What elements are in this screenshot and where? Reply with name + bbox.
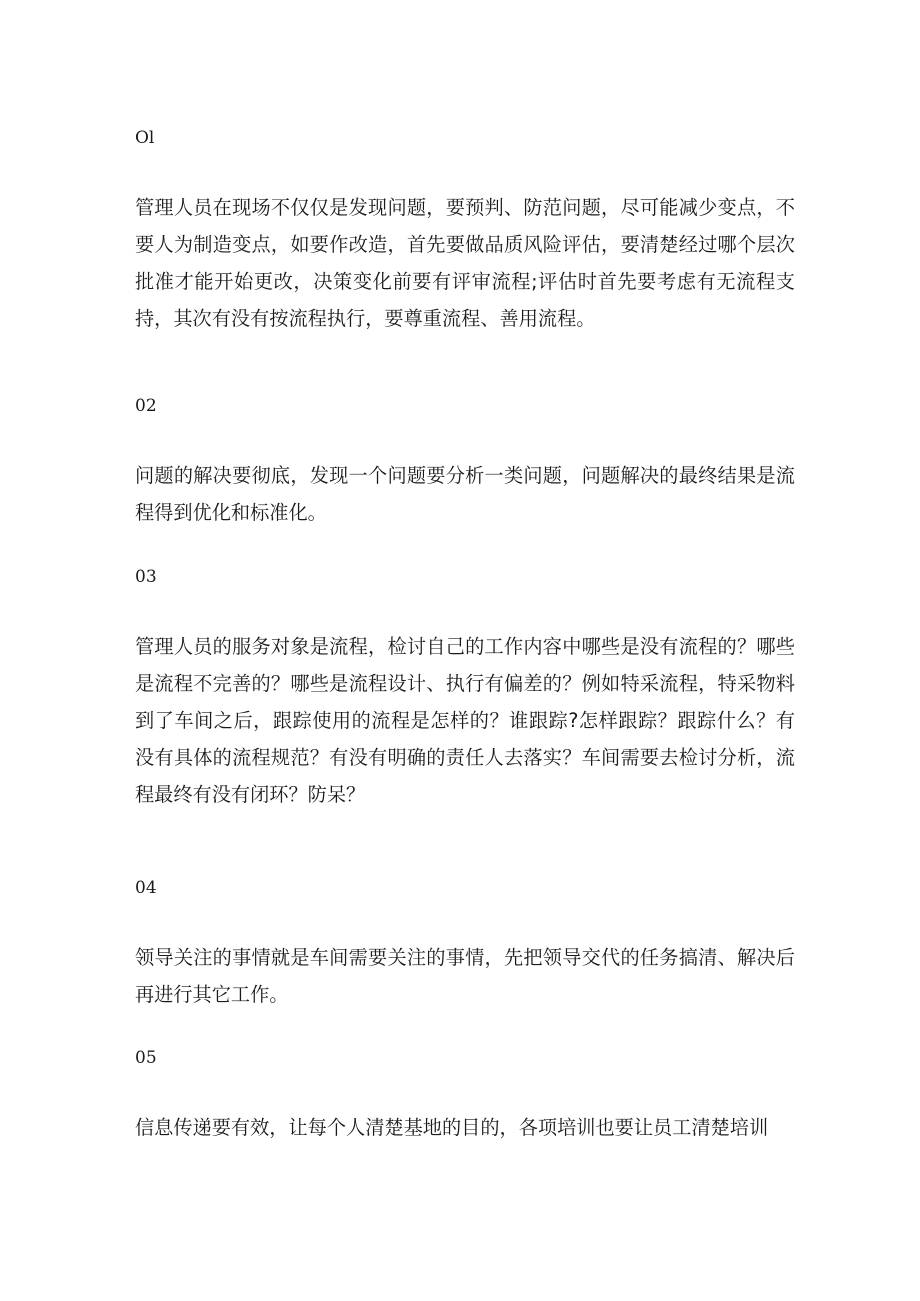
section-paragraph: 信息传递要有效，让每个人清楚基地的目的，各项培训也要让员工清楚培训: [135, 1116, 769, 1139]
section-number: Ol: [135, 128, 155, 148]
section-paragraph: 问题的解决要彻底，发现一个问题要分析一类问题，问题解决的最终结果是流程得到优化和标准化。: [135, 464, 795, 524]
section-02: [135, 395, 795, 531]
section-paragraph: 领导关注的事情就是车间需要关注的事情，先把领导交代的任务搞清、解决后再进行其它工作。: [135, 946, 795, 1006]
section-number: 04: [135, 878, 157, 898]
section-01: [135, 127, 795, 337]
section-number: 05: [135, 1048, 157, 1068]
section-number: 02: [135, 396, 157, 416]
section-04: [135, 877, 795, 1013]
section-05: [135, 1047, 795, 1146]
section-paragraph: 管理人员在现场不仅仅是发现问题，要预判、防范问题，尽可能减少变点，不要人为制造变点，如要作改造，首先要做品质风险评估，要清楚经过哪个层次批准才能开始更改，决策变化前要有评审流程;评估时首先要考虑有无流程支持，其次有没有按流程执行，要尊重流程、善用流程。: [135, 196, 795, 330]
section-03: [135, 566, 795, 813]
section-number: 03: [135, 567, 157, 587]
section-paragraph: 管理人员的服务对象是流程，检讨自己的工作内容中哪些是没有流程的？哪些是流程不完善的？哪些是流程设计、执行有偏差的？例如特采流程，特采物料到了车间之后，跟踪使用的流程是怎样的？谁跟踪?怎样跟踪？跟踪什么？有没有具体的流程规范？有没有明确的责任人去落实？车间需要去检讨分析，流程最终有没有闭环？防呆？: [135, 635, 795, 806]
